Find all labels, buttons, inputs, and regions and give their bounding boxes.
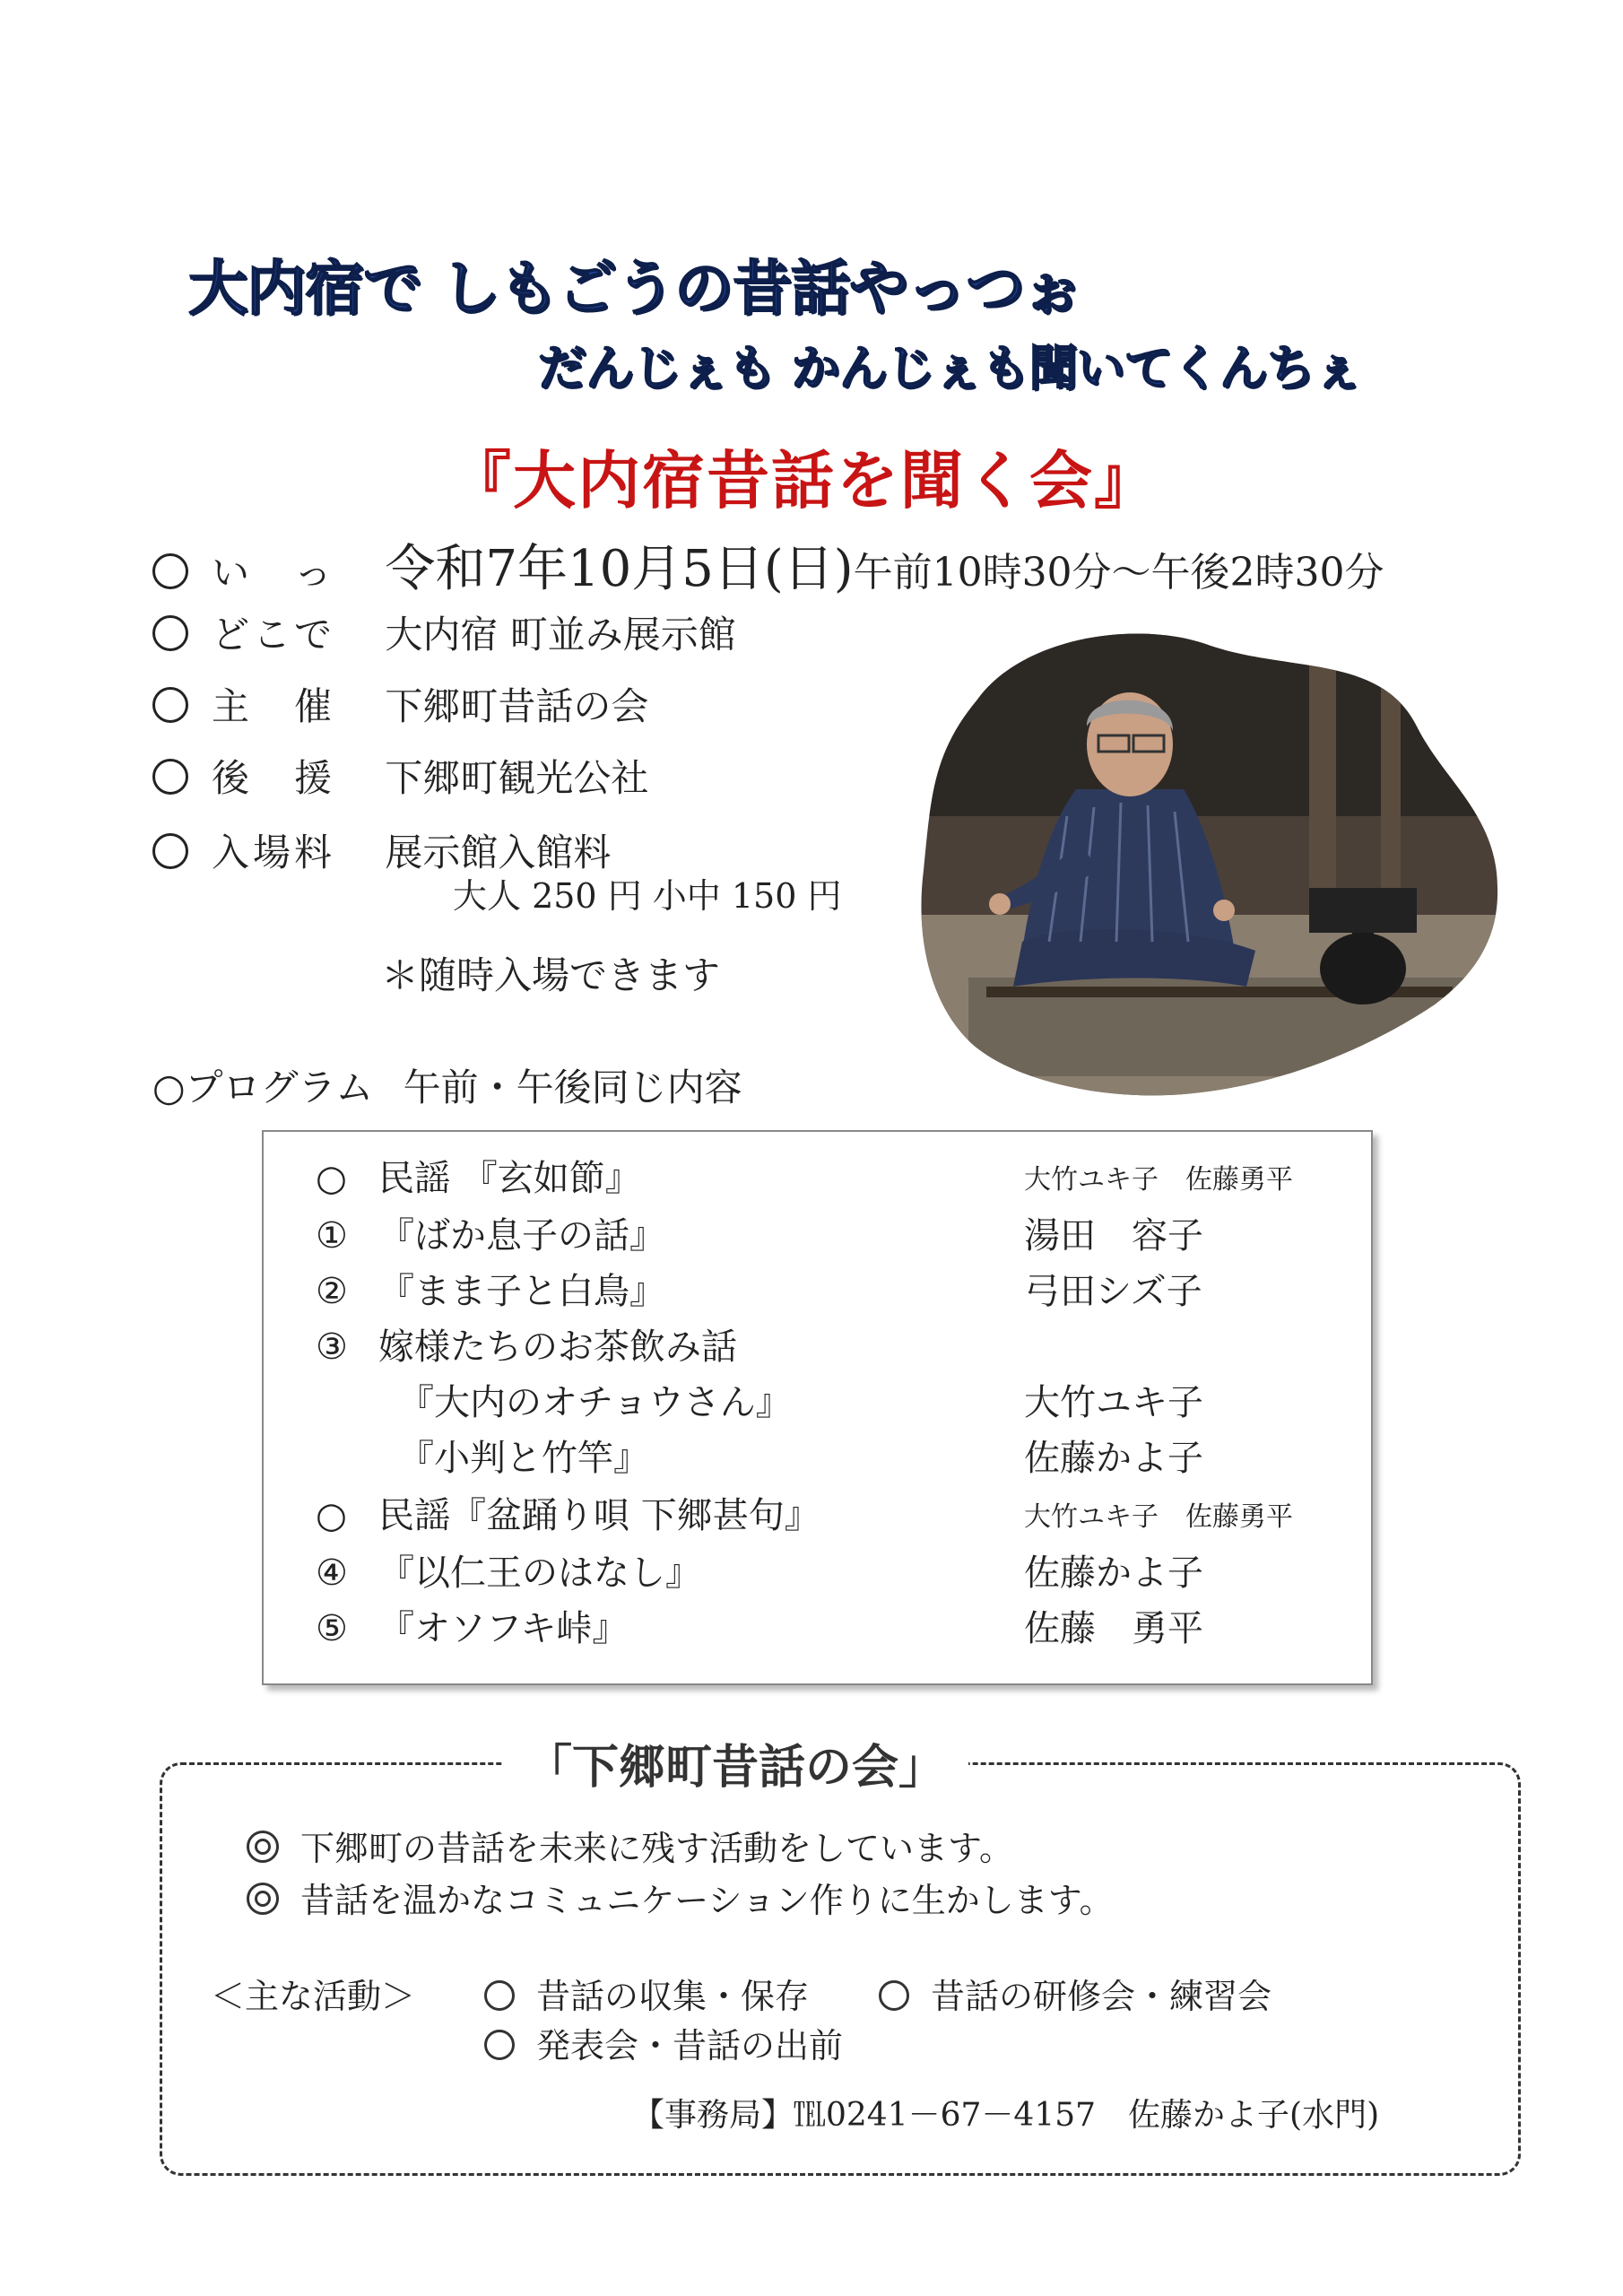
program-note: 午前・午後同じ内容 [403,1065,742,1109]
host-label: 主 催 [212,684,336,728]
bullet-circle-icon [152,759,188,795]
contact-info: 【事務局】℡0241－67－4157 佐藤かよ子(水門) [632,2097,1380,2134]
program-item: ④ 『以仁王のはなし』 [316,1552,701,1594]
program-heading [152,1058,742,1112]
association-line-2: 昔話を温かなコミュニケーション作りに生かします。 [247,1873,1114,1922]
program-item: ② 『まま子と白鳥』 [316,1271,665,1312]
program-item: ⑤ 『オソフキ峠』 [316,1608,629,1649]
where-label: どこで [212,613,336,657]
program-performer: 佐藤かよ子 [1024,1438,1203,1479]
bullet-circle-icon [484,2030,515,2060]
program-label: ○プログラム [152,1065,374,1109]
when-row [152,529,1384,601]
fee-value: 展示館入館料 [385,831,612,874]
headline-line-1: 大内宿で しもごうの昔話やっつぉ [188,254,1082,323]
association-title: 「下郷町昔話の会」 [502,1729,968,1796]
when-label: い っ [212,551,336,595]
storyteller-photo [915,619,1502,1103]
bullet-circle-icon [152,687,188,723]
bullet-circle-icon [484,1980,515,2011]
activity-3: 発表会・昔話の出前 [484,2018,843,2067]
when-date: 令和7年10月5日(日) [385,540,854,598]
activities-label: ＜主な活動＞ [211,1977,416,2016]
support-value: 下郷町観光公社 [385,756,649,800]
program-item: ○ 民謡 『玄如節』 [316,1158,641,1199]
program-performer: 湯田 容子 [1024,1215,1203,1257]
program-performer: 大竹ユキ子 佐藤勇平 [1024,1501,1293,1533]
entry-note: ＊随時入場できます [381,953,721,997]
bullet-circle-icon [152,833,188,869]
support-label: 後 援 [212,756,336,800]
bullet-circle-icon [152,553,188,589]
bullet-circle-icon [152,615,188,651]
support-row [152,749,648,803]
program-item: ③ 嫁様たちのお茶飲み話 [316,1326,737,1368]
program-subitem: 『小判と竹竿』 [398,1438,649,1479]
program-performer: 弓田シズ子 [1024,1271,1202,1312]
where-value: 大内宿 町並み展示館 [385,613,736,657]
event-title: 『大内宿昔話を聞く会』 [448,444,1159,517]
host-row [152,677,648,731]
program-box [262,1130,1373,1685]
double-circle-icon [247,1831,279,1863]
program-performer: 大竹ユキ子 佐藤勇平 [1024,1164,1293,1196]
bullet-circle-icon [879,1980,909,2011]
headline-line-2: だんじぇも かんじぇも聞いてくんちぇ [538,340,1362,396]
fee-detail: 大人 250 円 小中 150 円 [453,876,842,916]
program-subitem: 『大内のオチョウさん』 [398,1382,792,1423]
program-item: ① 『ばか息子の話』 [316,1215,665,1257]
when-time: 午前10時30分〜午後2時30分 [853,550,1384,596]
fee-label: 入場料 [212,831,336,874]
activity-2: 昔話の研修会・練習会 [879,1969,1271,2018]
program-performer: 大竹ユキ子 [1024,1382,1203,1423]
where-row [152,605,736,659]
association-line-1: 下郷町の昔話を未来に残す活動をしています。 [247,1821,1013,1870]
host-value: 下郷町昔話の会 [385,684,649,728]
program-performer: 佐藤 勇平 [1024,1608,1203,1649]
double-circle-icon [247,1883,279,1915]
program-performer: 佐藤かよ子 [1024,1552,1203,1594]
program-item: ○ 民謡『盆踊り唄 下郷甚句』 [316,1495,820,1536]
activity-1: 昔話の収集・保存 [484,1969,809,2018]
